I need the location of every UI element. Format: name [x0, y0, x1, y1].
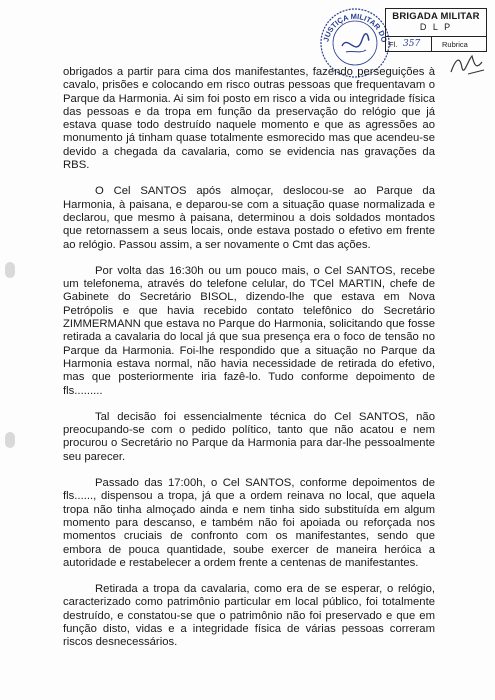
punch-hole-bottom	[5, 432, 15, 448]
paragraph-4: Tal decisão foi essencialmente técnica do Cel SANTOS, não preocupando-se com o pedido político, tanto que não acatou e nem procurou o Secretário no Parque da Harmonia para dar-lhe pessoalmente seu parecer.	[63, 410, 435, 463]
stamp-rubrica-label: Rubrica	[442, 39, 468, 49]
brigada-militar-stamp	[385, 8, 487, 52]
svg-text:JUSTIÇA MILITAR DO ESTADO: JUSTIÇA MILITAR DO	[321, 11, 389, 44]
paragraph-3: Por volta das 16:30h ou um pouco mais, o Cel SANTOS, recebe um telefonema, através do telefone celular, do TCel MARTIN, chefe de Gabinete do Secretário BISOL, dizendo-lhe que estava em Nova Petrópolis e que havia recebido contato telefônico do Secretário ZIMMERMANN que estava no Parque do Harmonia, solicitando que fosse retirada a cavalaria do local já que sua presença era o foco de tensão no Parque da Harmonia. Foi-lhe respondido que a situação no Parque da Harmonia estava normal, não havia necessidade de retirada do efetivo, mas que posteriormente iria fazê-lo. Tudo conforme depoimento de fls.........	[63, 264, 435, 397]
stamp-subtitle: D L P	[419, 22, 453, 32]
stamp-fl-label: Fl.	[389, 39, 398, 49]
paragraph-6: Retirada a tropa da cavalaria, como era de se esperar, o relógio, caracterizado como patrimônio particular em local público, foi totalmente destruído, e constatou-se que o patrimônio não foi preservado e que em função disto, vidas e a integridade física de várias pessoas correram riscos desnecessários.	[63, 583, 435, 649]
document-body	[63, 66, 435, 663]
paragraph-1: obrigados a partir para cima dos manifestantes, fazendo perseguições à cavalo, prisões e colocando em risco outras pessoas que frequentavam o Parque da Harmonia. Ai sim foi posto em risco a vida ou integridade física das pessoas e da tropa em função da preservação do relógio que já estava quase todo destruído naquele momento e que as agressões ao monumento já tinham quase totalmente esmorecido mas que acendeu-se devido a chegada da cavalaria, como se evidencia nas gravações da RBS.	[63, 66, 435, 172]
paragraph-2: O Cel SANTOS após almoçar, deslocou-se ao Parque da Harmonia, à paisana, e deparou-se com a situação quase normalizada e declarou, que mesmo à paisana, determinou a dois soldados montados que retornassem a seus locais, onde estava postado o efetivo em frente ao relógio. Passou assim, a ser novamente o Cmt das ações.	[63, 185, 435, 251]
stamp-folio-row	[386, 36, 486, 51]
handwritten-initials	[448, 50, 488, 78]
punch-hole-top	[5, 262, 15, 278]
paragraph-5: Passado das 17:00h, o Cel SANTOS, conforme depoimentos de fls......, dispensou a tropa, já que a ordem reinava no local, que aquela tropa não tinha almoçado ainda e nem tinha sido substituída em algum momento para descanso, e também não foi apoiada ou reforçada nos momentos cruciais de confronto com os manifestantes, sendo que embora de pouca quantidade, soube exercer de maneira heróica a autoridade e restabelecer a ordem frente a centenas de manifestantes.	[63, 477, 435, 569]
stamp-title: BRIGADA MILITAR	[392, 11, 480, 22]
stamp-fl-number: 357	[403, 38, 421, 49]
